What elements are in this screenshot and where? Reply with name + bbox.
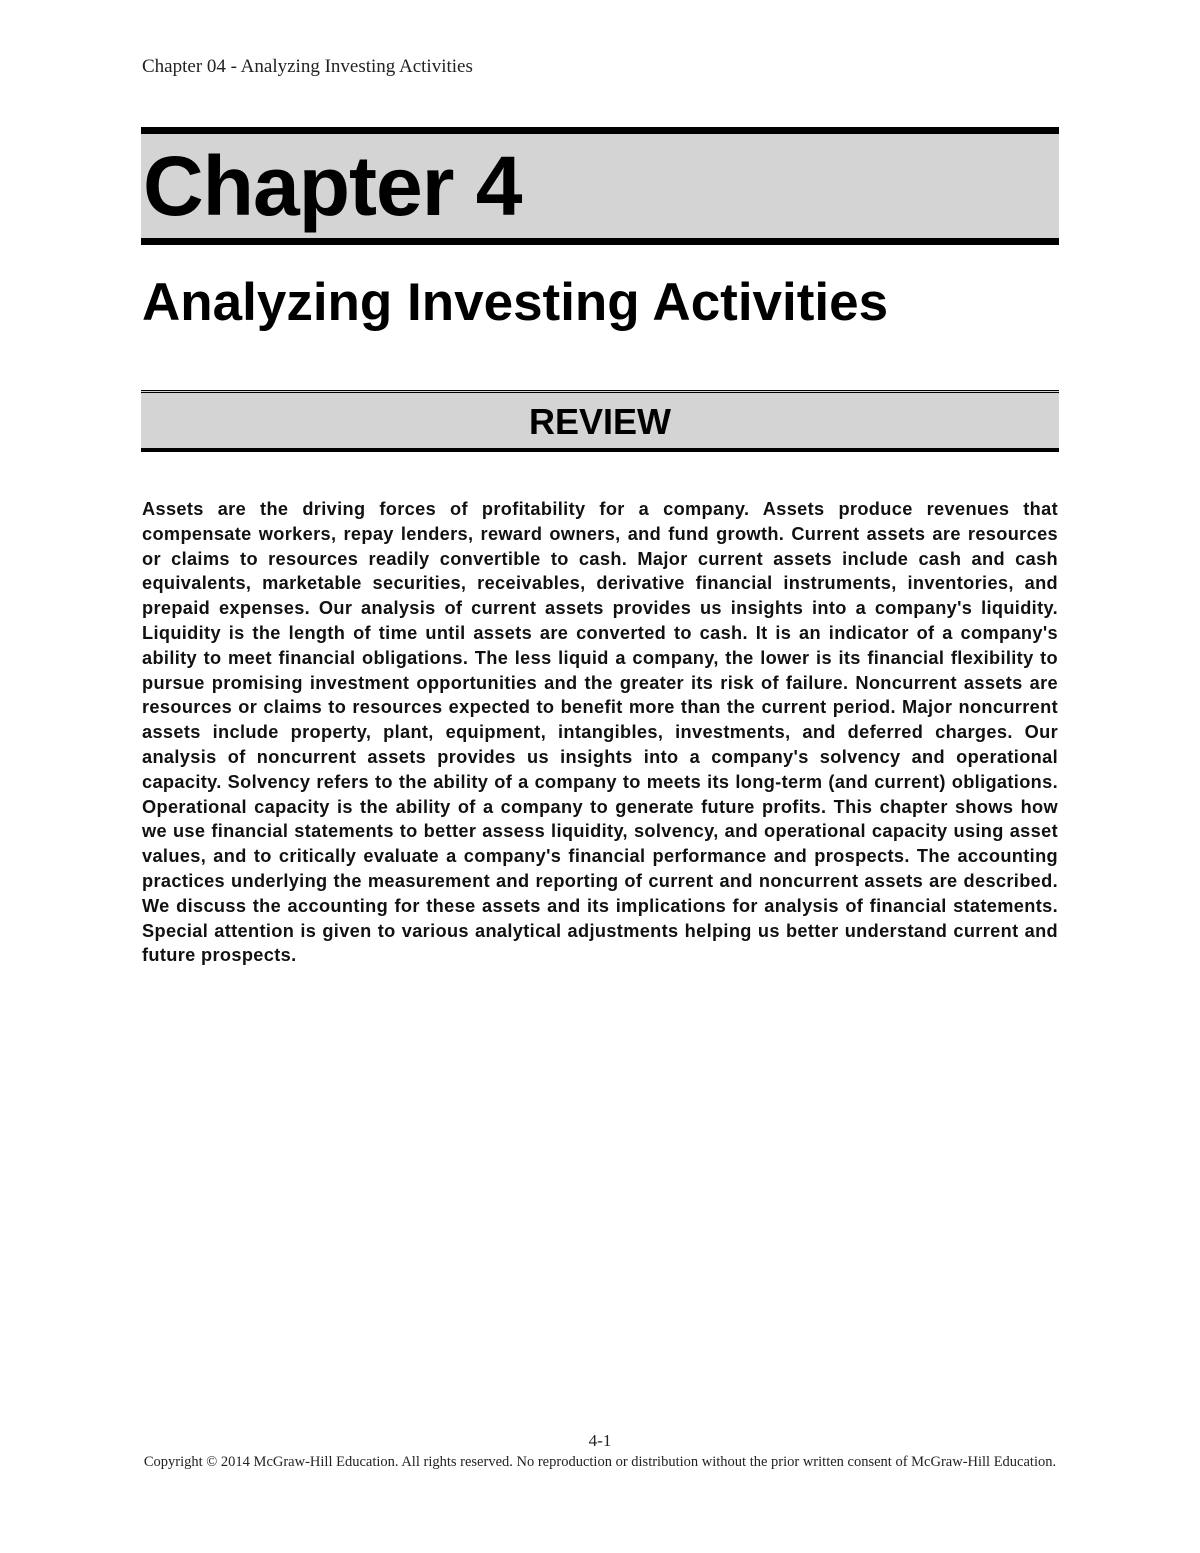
page-number: 4-1	[588, 1431, 612, 1450]
review-banner	[141, 390, 1059, 452]
chapter-banner	[141, 127, 1059, 245]
review-body: Assets are the driving forces of profitability for a company. Assets produce revenues that compensate workers, repay lenders, reward owners, and fund growth. Current assets are resources or claims to resources readily convertible to cash. Major current assets include cash and cash equivalents, marketable securities, receivables, derivative financial instruments, inventories, and prepaid expenses. Our analysis of current assets provides us insights into a company's liquidity. Liquidity is the length of time until assets are converted to cash. It is an indicator of a company's ability to meet financial obligations. The less liquid a company, the lower is its financial flexibility to pursue promising investment opportunities and the greater its risk of failure. Noncurrent assets are resources or claims to resources expected to benefit more than the current period. Major noncurrent assets include property, plant, equipment, intangibles, investments, and deferred charges. Our analysis of noncurrent assets provides us insights into a company's solvency and operational capacity. Solvency refers to the ability of a company to meets its long-term (and current) obligations. Operational capacity is the ability of a company to generate future profits. This chapter shows how we use financial statements to better assess liquidity, solvency, and operational capacity using asset values, and to critically evaluate a company's financial performance and prospects. The accounting practices underlying the measurement and reporting of current and noncurrent assets are described. We discuss the accounting for these assets and its implications for analysis of financial statements. Special attention is given to various analytical adjustments helping us better understand current and future prospects.	[142, 499, 1058, 966]
running-header: Chapter 04 - Analyzing Investing Activities	[142, 56, 473, 77]
chapter-title: Analyzing Investing Activities	[142, 273, 889, 332]
chapter-number: Chapter 4	[143, 139, 522, 233]
review-heading: REVIEW	[528, 401, 671, 442]
copyright-notice: Copyright © 2014 McGraw-Hill Education. All rights reserved. No reproduction or distribution without the prior written consent of McGraw-Hill Education.	[143, 1454, 1057, 1470]
